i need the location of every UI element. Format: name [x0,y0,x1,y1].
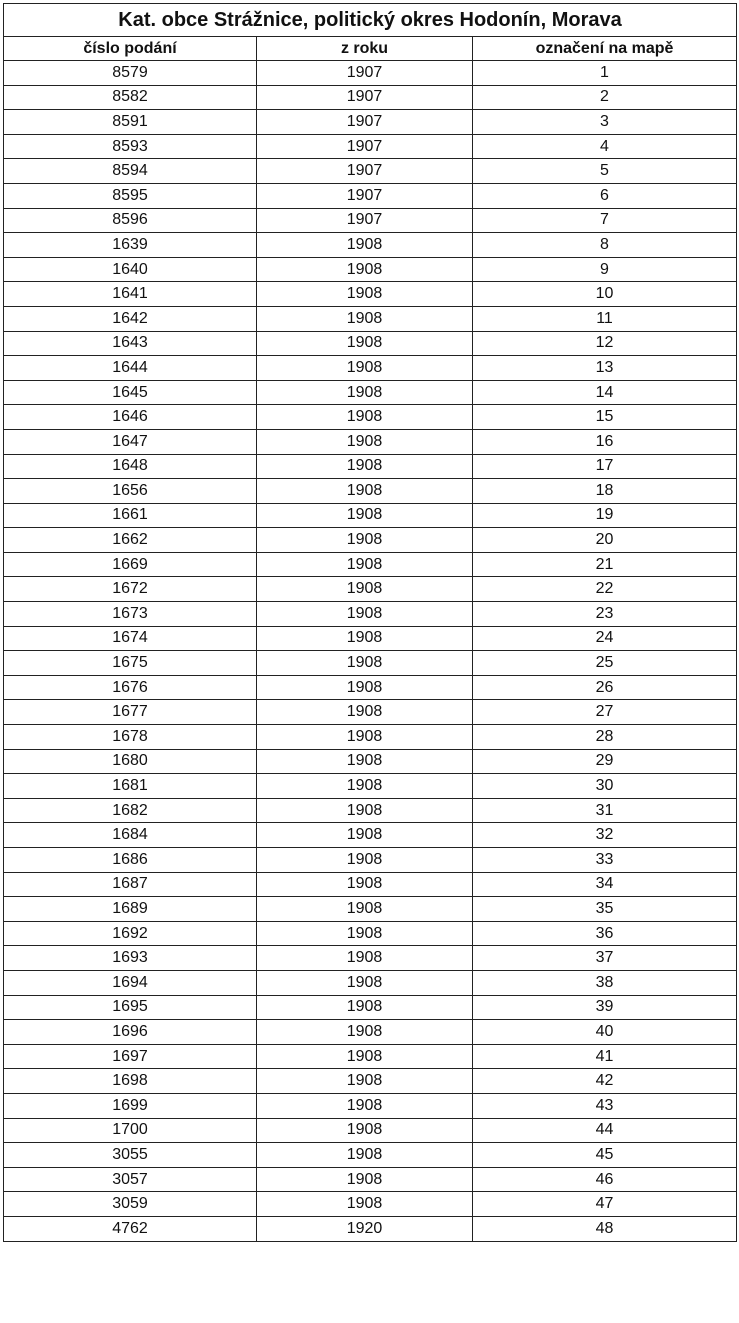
cell-map-label: 4 [473,134,737,159]
column-header-year: z roku [257,37,473,61]
cell-filing-number: 1698 [4,1069,257,1094]
table-row [4,282,737,307]
table-row [4,1118,737,1143]
cell-map-label: 14 [473,380,737,405]
cell-filing-number: 1674 [4,626,257,651]
cell-filing-number: 1682 [4,798,257,823]
table-title: Kat. obce Strážnice, politický okres Hodonín, Morava [4,4,737,37]
cell-filing-number: 1642 [4,306,257,331]
cell-map-label: 18 [473,479,737,504]
table-row [4,479,737,504]
header-row [4,37,737,61]
table-row [4,1143,737,1168]
table-row [4,798,737,823]
cell-map-label: 28 [473,725,737,750]
cell-year: 1908 [257,848,473,873]
cell-year: 1908 [257,356,473,381]
cell-filing-number: 1697 [4,1044,257,1069]
cell-map-label: 27 [473,700,737,725]
cell-filing-number: 1641 [4,282,257,307]
cell-year: 1907 [257,110,473,135]
cell-map-label: 44 [473,1118,737,1143]
table-row [4,528,737,553]
table-row [4,1093,737,1118]
cell-map-label: 37 [473,946,737,971]
table-row [4,356,737,381]
cell-year: 1907 [257,159,473,184]
cell-map-label: 45 [473,1143,737,1168]
table-row [4,1167,737,1192]
cell-map-label: 23 [473,602,737,627]
cell-map-label: 40 [473,1020,737,1045]
cell-filing-number: 8582 [4,85,257,110]
table-row [4,552,737,577]
cell-filing-number: 1669 [4,552,257,577]
table-row [4,725,737,750]
cell-filing-number: 8591 [4,110,257,135]
cell-filing-number: 1677 [4,700,257,725]
title-row [4,4,737,37]
cell-year: 1908 [257,1118,473,1143]
cell-filing-number: 3057 [4,1167,257,1192]
table-row [4,872,737,897]
table-row [4,970,737,995]
cell-year: 1908 [257,405,473,430]
cell-filing-number: 1686 [4,848,257,873]
table-row [4,380,737,405]
cell-map-label: 16 [473,429,737,454]
cell-year: 1908 [257,725,473,750]
cell-year: 1908 [257,921,473,946]
cell-map-label: 34 [473,872,737,897]
cell-filing-number: 8595 [4,183,257,208]
cell-filing-number: 1648 [4,454,257,479]
column-header-map-label: označení na mapě [473,37,737,61]
cell-year: 1908 [257,675,473,700]
cell-filing-number: 1676 [4,675,257,700]
table-row [4,134,737,159]
table-row [4,503,737,528]
cell-filing-number: 3059 [4,1192,257,1217]
cell-filing-number: 1694 [4,970,257,995]
cell-map-label: 31 [473,798,737,823]
cell-filing-number: 1673 [4,602,257,627]
cell-year: 1908 [257,970,473,995]
table-row [4,921,737,946]
table-row [4,429,737,454]
cell-year: 1907 [257,85,473,110]
cell-filing-number: 8579 [4,61,257,86]
table-row [4,675,737,700]
cell-year: 1908 [257,454,473,479]
cell-year: 1908 [257,1167,473,1192]
cell-year: 1908 [257,1044,473,1069]
cell-year: 1908 [257,774,473,799]
cell-map-label: 24 [473,626,737,651]
cell-year: 1908 [257,872,473,897]
cell-filing-number: 1656 [4,479,257,504]
cell-map-label: 1 [473,61,737,86]
cell-map-label: 43 [473,1093,737,1118]
cell-map-label: 11 [473,306,737,331]
table-body [4,61,737,1242]
table-row [4,995,737,1020]
cell-filing-number: 1693 [4,946,257,971]
table-row [4,208,737,233]
cell-filing-number: 1644 [4,356,257,381]
cell-filing-number: 1639 [4,233,257,258]
cell-year: 1908 [257,626,473,651]
table-row [4,1044,737,1069]
cell-year: 1908 [257,1192,473,1217]
cell-year: 1908 [257,429,473,454]
cell-year: 1908 [257,602,473,627]
cell-map-label: 35 [473,897,737,922]
cell-filing-number: 1680 [4,749,257,774]
table-row [4,331,737,356]
table-row [4,61,737,86]
cell-map-label: 20 [473,528,737,553]
cell-filing-number: 1675 [4,651,257,676]
table-row [4,233,737,258]
cell-map-label: 21 [473,552,737,577]
cell-map-label: 47 [473,1192,737,1217]
cell-filing-number: 8594 [4,159,257,184]
cell-map-label: 19 [473,503,737,528]
cell-map-label: 6 [473,183,737,208]
cell-filing-number: 1696 [4,1020,257,1045]
cell-filing-number: 8593 [4,134,257,159]
cell-filing-number: 1687 [4,872,257,897]
cell-filing-number: 3055 [4,1143,257,1168]
table-row [4,183,737,208]
cell-filing-number: 1692 [4,921,257,946]
table-row [4,454,737,479]
cell-map-label: 32 [473,823,737,848]
cell-filing-number: 1700 [4,1118,257,1143]
cell-map-label: 22 [473,577,737,602]
cell-map-label: 7 [473,208,737,233]
cell-map-label: 26 [473,675,737,700]
cell-year: 1908 [257,257,473,282]
cell-year: 1908 [257,380,473,405]
cell-map-label: 2 [473,85,737,110]
cell-year: 1908 [257,1069,473,1094]
cell-map-label: 13 [473,356,737,381]
cell-year: 1908 [257,651,473,676]
cell-year: 1920 [257,1216,473,1241]
table-row [4,159,737,184]
cell-filing-number: 1672 [4,577,257,602]
cell-map-label: 29 [473,749,737,774]
cell-map-label: 36 [473,921,737,946]
cell-map-label: 15 [473,405,737,430]
cell-year: 1908 [257,749,473,774]
cell-year: 1908 [257,503,473,528]
cell-filing-number: 1678 [4,725,257,750]
cell-map-label: 42 [473,1069,737,1094]
cell-map-label: 8 [473,233,737,258]
table-row [4,306,737,331]
cell-map-label: 10 [473,282,737,307]
cell-map-label: 12 [473,331,737,356]
cell-filing-number: 1681 [4,774,257,799]
cell-year: 1908 [257,1020,473,1045]
cell-year: 1908 [257,282,473,307]
table-row [4,749,737,774]
cell-map-label: 41 [473,1044,737,1069]
cell-year: 1908 [257,995,473,1020]
cell-map-label: 38 [473,970,737,995]
cell-map-label: 25 [473,651,737,676]
table-row [4,110,737,135]
cell-year: 1908 [257,1093,473,1118]
cell-year: 1908 [257,233,473,258]
cell-year: 1908 [257,306,473,331]
cell-year: 1907 [257,183,473,208]
cell-map-label: 48 [473,1216,737,1241]
table-row [4,946,737,971]
cell-filing-number: 1640 [4,257,257,282]
document-sheet [3,3,736,1242]
cell-map-label: 9 [473,257,737,282]
registry-table [3,3,737,1242]
table-row [4,257,737,282]
cell-filing-number: 1645 [4,380,257,405]
cell-map-label: 33 [473,848,737,873]
table-row [4,626,737,651]
cell-year: 1907 [257,208,473,233]
cell-year: 1907 [257,61,473,86]
cell-year: 1908 [257,479,473,504]
cell-map-label: 5 [473,159,737,184]
table-row [4,577,737,602]
table-row [4,651,737,676]
table-row [4,823,737,848]
cell-year: 1907 [257,134,473,159]
cell-filing-number: 1662 [4,528,257,553]
cell-filing-number: 1646 [4,405,257,430]
cell-year: 1908 [257,946,473,971]
cell-filing-number: 1695 [4,995,257,1020]
cell-map-label: 30 [473,774,737,799]
cell-year: 1908 [257,1143,473,1168]
table-row [4,897,737,922]
cell-filing-number: 1647 [4,429,257,454]
cell-map-label: 3 [473,110,737,135]
cell-year: 1908 [257,897,473,922]
cell-map-label: 17 [473,454,737,479]
cell-map-label: 39 [473,995,737,1020]
table-row [4,405,737,430]
table-row [4,848,737,873]
cell-year: 1908 [257,577,473,602]
cell-filing-number: 1661 [4,503,257,528]
table-row [4,602,737,627]
table-row [4,700,737,725]
cell-year: 1908 [257,528,473,553]
table-row [4,1216,737,1241]
cell-filing-number: 1684 [4,823,257,848]
cell-filing-number: 8596 [4,208,257,233]
cell-year: 1908 [257,552,473,577]
cell-filing-number: 4762 [4,1216,257,1241]
table-row [4,1069,737,1094]
table-row [4,1020,737,1045]
table-row [4,1192,737,1217]
cell-year: 1908 [257,798,473,823]
cell-filing-number: 1689 [4,897,257,922]
table-row [4,774,737,799]
cell-map-label: 46 [473,1167,737,1192]
cell-filing-number: 1643 [4,331,257,356]
cell-filing-number: 1699 [4,1093,257,1118]
cell-year: 1908 [257,700,473,725]
column-header-filing-number: číslo podání [4,37,257,61]
table-row [4,85,737,110]
cell-year: 1908 [257,823,473,848]
cell-year: 1908 [257,331,473,356]
